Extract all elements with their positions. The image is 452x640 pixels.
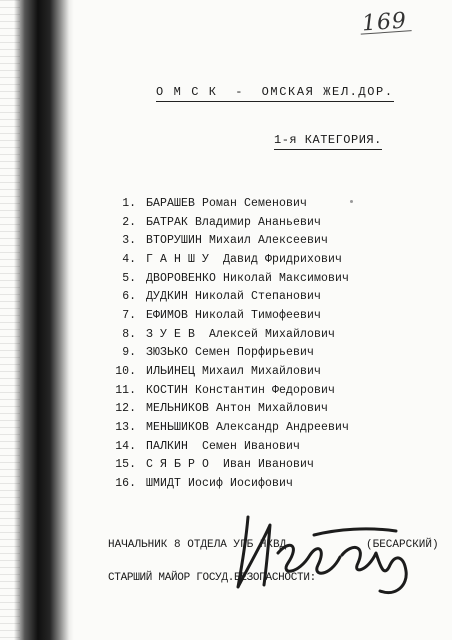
list-item bbox=[100, 250, 349, 269]
item-number: 2. bbox=[122, 215, 136, 229]
person-name: ЕФИМОВ Николай Тимофеевич bbox=[146, 308, 322, 322]
person-name: МЕНЬШИКОВ Александр Андреевич bbox=[146, 421, 350, 435]
person-name: ИЛЬИНЕЦ Михаил Михайлович bbox=[146, 365, 322, 379]
list-item bbox=[100, 437, 349, 456]
item-number: 16. bbox=[115, 477, 136, 491]
binding-shadow bbox=[14, 0, 74, 640]
list-item bbox=[100, 362, 349, 381]
item-number: 14. bbox=[115, 439, 136, 453]
list-item bbox=[100, 231, 349, 250]
item-number: 10. bbox=[115, 365, 136, 379]
item-number: 11. bbox=[115, 383, 136, 397]
item-number: 6. bbox=[122, 290, 136, 304]
category-heading: 1-я КАТЕГОРИЯ. bbox=[274, 133, 382, 147]
person-name: БАТРАК Владимир Ананьевич bbox=[146, 215, 322, 229]
person-name: С Я Б Р О Иван Иванович bbox=[146, 458, 315, 472]
person-name: ДВОРОВЕНКО Николай Максимович bbox=[146, 271, 350, 285]
list-item bbox=[100, 325, 349, 344]
item-number: 4. bbox=[122, 252, 136, 266]
document-title: О М С К - ОМСКАЯ ЖЕЛ.ДОР. bbox=[156, 85, 394, 99]
person-name: КОСТИН Константин Федорович bbox=[146, 383, 336, 397]
person-name: МЕЛЬНИКОВ Антон Михайлович bbox=[146, 402, 329, 416]
list-item bbox=[100, 287, 349, 306]
signatory-name: (БЕСАРСКИЙ) bbox=[366, 539, 439, 551]
scan-speck bbox=[350, 200, 353, 203]
person-name: Г А Н Ш У Давид Фридрихович bbox=[146, 252, 343, 266]
handwritten-signature-icon bbox=[218, 505, 418, 605]
item-number: 9. bbox=[122, 346, 136, 360]
item-number: 1. bbox=[122, 196, 136, 210]
item-number: 15. bbox=[115, 458, 136, 472]
signatory-title-line1: НАЧАЛЬНИК 8 ОТДЕЛА УГБ НКВД bbox=[108, 539, 287, 551]
item-number: 8. bbox=[122, 327, 136, 341]
item-number: 3. bbox=[122, 234, 136, 248]
list-item bbox=[100, 456, 349, 475]
list-item bbox=[100, 381, 349, 400]
list-item bbox=[100, 474, 349, 493]
page-number: 169 bbox=[361, 8, 408, 37]
person-name: ЗЮЗЬКО Семен Порфирьевич bbox=[146, 346, 315, 360]
item-number: 7. bbox=[122, 308, 136, 322]
list-item bbox=[100, 269, 349, 288]
list-item bbox=[100, 213, 349, 232]
person-name: ВТОРУШИН Михаил Алексеевич bbox=[146, 234, 329, 248]
item-number: 5. bbox=[122, 271, 136, 285]
list-item bbox=[100, 344, 349, 363]
person-name: БАРАШЕВ Роман Семенович bbox=[146, 196, 308, 210]
list-item bbox=[100, 194, 349, 213]
signatory-title-line2: СТАРШИЙ МАЙОР ГОСУД.БЕЗОПАСНОСТИ: bbox=[108, 572, 316, 584]
list-item bbox=[100, 418, 349, 437]
item-number: 12. bbox=[115, 402, 136, 416]
name-list bbox=[100, 194, 349, 493]
list-item bbox=[100, 306, 349, 325]
person-name: ШМИДТ Иосиф Иосифович bbox=[146, 477, 294, 491]
person-name: ПАЛКИН Семен Иванович bbox=[146, 439, 301, 453]
list-item bbox=[100, 400, 349, 419]
person-name: З У Е В Алексей Михайлович bbox=[146, 327, 336, 341]
person-name: ДУДКИН Николай Степанович bbox=[146, 290, 322, 304]
item-number: 13. bbox=[115, 421, 136, 435]
